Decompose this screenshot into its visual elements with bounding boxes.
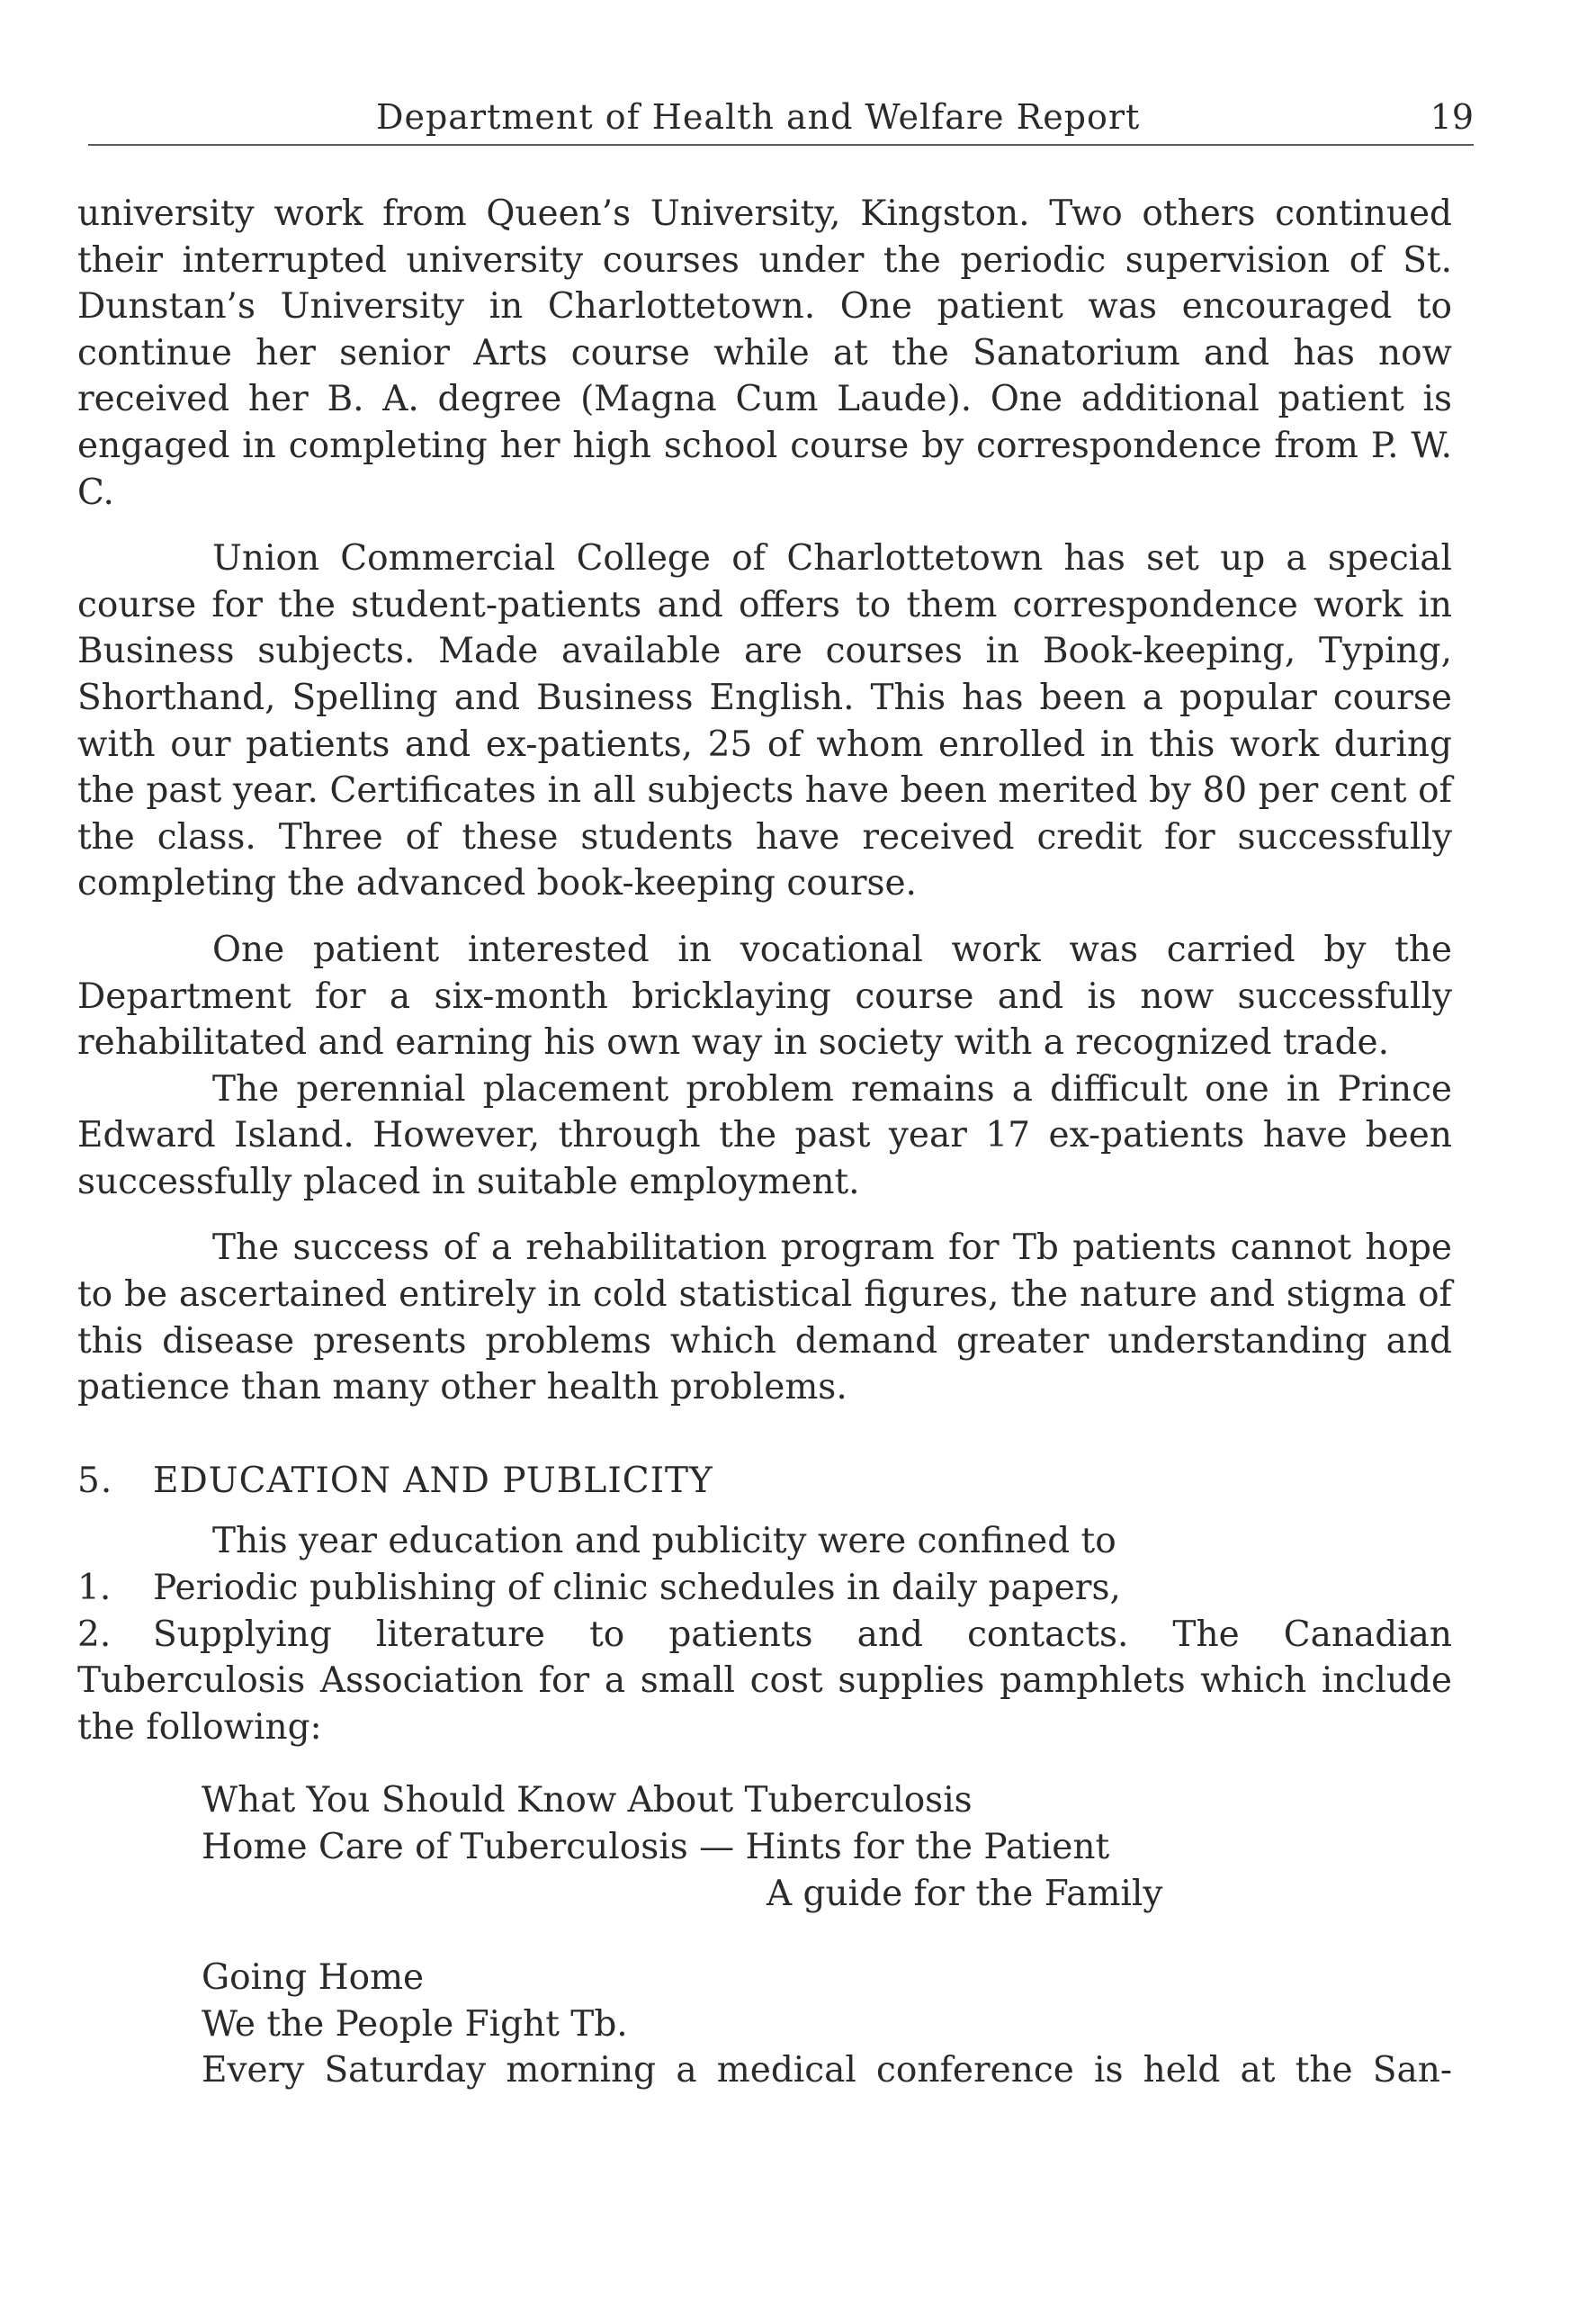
page-header [88,97,1474,151]
section-title: EDUCATION AND PUBLICITY [153,1460,713,1501]
page-number: 19 [1430,97,1474,137]
pamphlet-title: Going Home [202,1957,425,1999]
body-text [77,191,1452,2094]
paragraph-rehabilitation: The success of a rehabilitation program for Tb patients cannot hope to be ascertained entirely in cold statistical figures, the nature and stigma of this disease presents problems which demand greater understanding and patience than many other health problems. [77,1227,1452,1408]
paragraph-university: university work from Queen’s University, Kingston. Two others continued their interrupted university courses under the periodic supervision of St. Dunstan’s University in Charlottetown. One patient was encouraged to continue her senior Arts course while at the Sanatorium and has now received her B. A. degree (Magna Cum Laude). One additional patient is engaged in completing her high school course by correspondence from P. W. C. [77,193,1452,513]
pamphlet-list [202,1777,1452,2047]
header-rule [88,144,1474,146]
pamphlet-title: Home Care of Tuberculosis — Hints for the Patient [202,1827,1110,1867]
pamphlet-title: We the People Fight Tb. [202,2003,628,2045]
pamphlet-subtitle: A guide for the Family [767,1873,1163,1914]
closing-line: Every Saturday morning a medical conference is held at the San- [202,2050,1452,2091]
section-intro: This year education and publicity were confined to [212,1521,1116,1562]
pamphlet-title: What You Should Know About Tuberculosis [202,1780,973,1821]
paragraph-vocational: One patient interested in vocational work was carried by the Department for a six-month bricklaying course and is now successfully rehabilitated and earning his own way in society with a recognized trade. [77,929,1452,1064]
section-number: 5. [77,1460,113,1501]
spacer [202,1917,1452,1955]
list-item: 2. Supplying literature to patients and contacts. The Canadian Tuberculosis Association for a small cost supplies pamphlets which include the following: [77,1614,1452,1748]
list-item: 1. Periodic publishing of clinic schedules in daily papers, [77,1568,1121,1609]
running-title: Department of Health and Welfare Report [376,97,1141,137]
section-heading [77,1458,1452,1505]
paragraph-placement: The perennial placement problem remains a difficult one in Prince Edward Island. However, through the past year 17 ex-patients have been successfully placed in suitable employment. [77,1068,1452,1202]
paragraph-commercial-college: Union Commercial College of Charlottetown has set up a special course for the student-patients and offers to them correspondence work in Business subjects. Made available are courses in Book-keeping, Typing, Shorthand, Spelling and Business English. This has been a popular course with our patients and ex-patients, 25 of whom enrolled in this work during the past year. Certificates in all subjects have been merited by 80 per cent of the class. Three of these students have received credit for successfully completing the advanced book-keeping course. [77,538,1452,904]
